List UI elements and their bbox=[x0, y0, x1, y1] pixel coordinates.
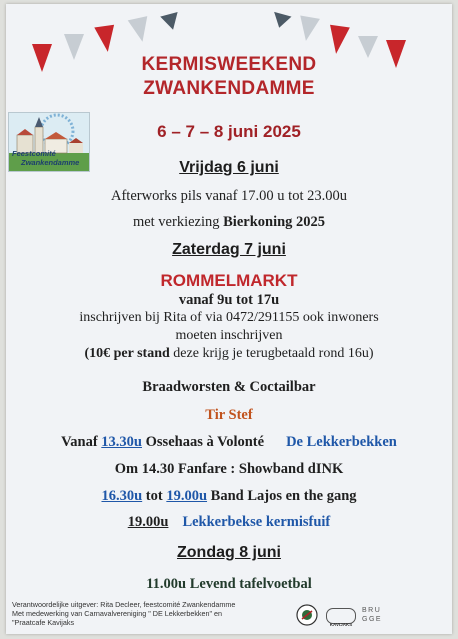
register-line-1: inschrijven bij Rita of via 0472/291155 ook inwoners bbox=[79, 310, 379, 325]
flag-grey-3 bbox=[296, 15, 320, 42]
flag-dark-1 bbox=[160, 12, 182, 32]
fuif-time: 19.00u bbox=[127, 514, 169, 530]
friday-heading: Vrijdag 6 juni bbox=[179, 159, 279, 176]
price-line bbox=[6, 346, 452, 362]
lekkerbekken-emblem-icon bbox=[296, 604, 318, 626]
sunday-line-1: 11.00u Levend tafelvoetbal bbox=[146, 576, 312, 592]
friday-line-2 bbox=[6, 214, 452, 231]
flag-dark-2 bbox=[270, 12, 291, 30]
flag-grey-2 bbox=[128, 16, 153, 44]
lekkerbekken-org: De Lekkerbekken bbox=[286, 434, 397, 450]
fanfare-line: Om 14.30 Fanfare : Showband dINK bbox=[114, 461, 344, 477]
logo-text-2: Zwankendamme bbox=[21, 158, 80, 167]
band-tot: tot bbox=[142, 488, 167, 504]
price-bold: (10€ per stand bbox=[84, 346, 170, 361]
flag-red-2 bbox=[94, 25, 117, 54]
brugge-logo bbox=[362, 606, 382, 624]
band-time-start: 16.30u bbox=[101, 488, 143, 504]
fuif-line bbox=[6, 514, 452, 531]
kavijaks-text: KAVIJAKS bbox=[329, 622, 353, 627]
register-line-2: moeten inschrijven bbox=[175, 328, 283, 343]
footer-line-1: Verantwoordelijke uitgever: Rita Decleer, feestcomité Zwankendamme bbox=[12, 600, 236, 609]
brugge-text-2: GGE bbox=[362, 616, 383, 623]
flag-red-3 bbox=[326, 25, 350, 56]
rommelmarkt-hours: vanaf 9u tot 17u bbox=[178, 292, 280, 308]
fuif-name: Lekkerbekse kermisfuif bbox=[182, 514, 331, 530]
footer-credits bbox=[12, 600, 235, 627]
footer-line-3: "Praatcafe Kavijaks bbox=[12, 618, 75, 627]
bar-line: Braadworsten & Coctailbar bbox=[142, 379, 316, 395]
bierkoning-label: Bierkoning 2025 bbox=[223, 214, 326, 230]
band-time-end: 19.00u bbox=[166, 488, 208, 504]
title-line-1: KERMISWEEKEND bbox=[141, 54, 317, 75]
kavijaks-logo bbox=[326, 608, 356, 627]
footer-line-2: Met medewerking van Carnavalvereniging " DE Lekkerbekken" en bbox=[12, 609, 223, 618]
tir-stef: Tir Stef bbox=[205, 407, 253, 423]
rommelmarkt-title: ROMMELMARKT bbox=[160, 271, 298, 290]
friday-line-2-prefix: met verkiezing bbox=[132, 214, 224, 230]
band-name: Band Lajos en the gang bbox=[207, 488, 357, 504]
title-line-2: ZWANKENDAMME bbox=[143, 78, 315, 99]
poster bbox=[6, 4, 452, 634]
brugge-text-1: BRU bbox=[362, 607, 382, 614]
event-dates: 6 – 7 – 8 juni 2025 bbox=[157, 122, 301, 141]
ossehaas-prefix: Vanaf bbox=[61, 434, 102, 450]
ossehaas-text: Ossehaas à Volonté bbox=[142, 434, 265, 450]
band-line bbox=[6, 488, 452, 505]
lekkerbekken-logo bbox=[296, 604, 318, 631]
logo-text-1: Feestcomité bbox=[12, 149, 56, 158]
saturday-heading: Zaterdag 7 juni bbox=[172, 241, 286, 258]
ossehaas-time: 13.30u bbox=[101, 434, 142, 450]
price-rest: deze krijg je terugbetaald rond 16u) bbox=[169, 346, 374, 361]
sunday-heading: Zondag 8 juni bbox=[177, 544, 281, 561]
ossehaas-line bbox=[6, 434, 452, 451]
friday-line-1: Afterworks pils vanaf 17.00 u tot 23.00u bbox=[111, 188, 347, 204]
